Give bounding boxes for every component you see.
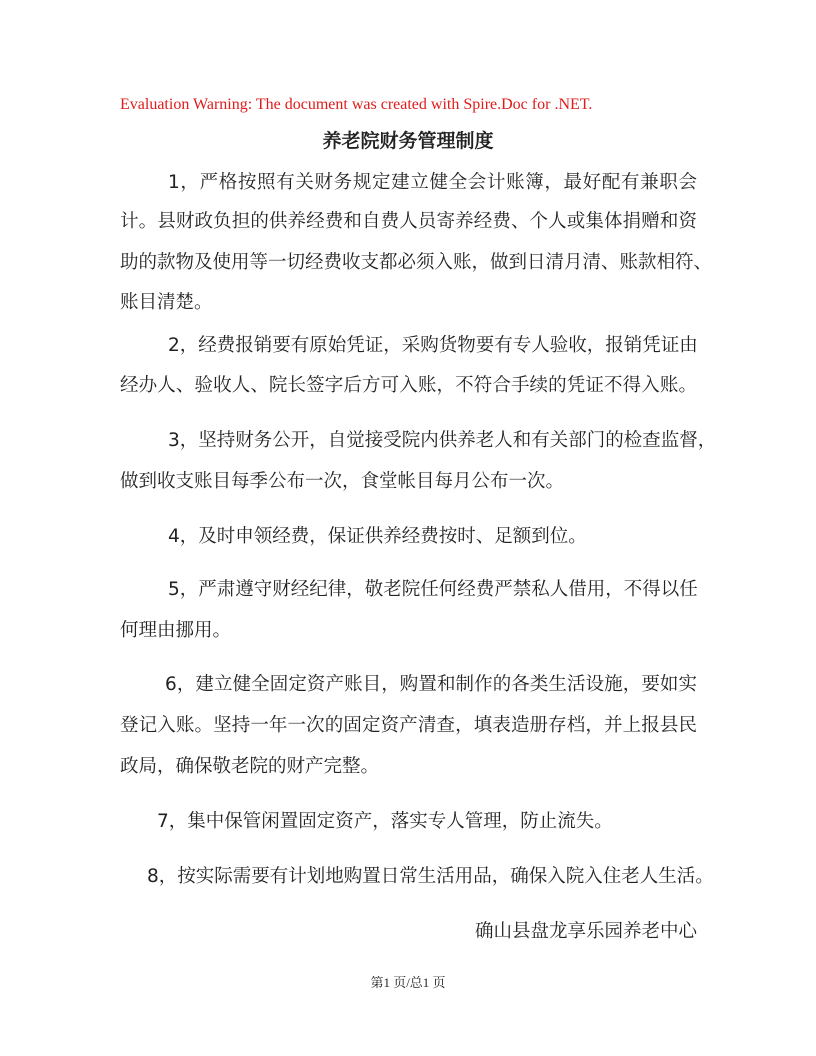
- page-footer: 第1 页/总1 页: [370, 975, 446, 990]
- paragraph-3-line-2: 做到收支账目每季公布一次，食堂帐目每月公布一次。: [120, 471, 565, 492]
- evaluation-warning: Evaluation Warning: The document was created with Spire.Doc for .NET.: [120, 96, 593, 113]
- paragraph-2-line-1: 2，经费报销要有原始凭证，采购货物要有专人验收，报销凭证由: [168, 335, 698, 356]
- paragraph-1-line-2: 计。县财政负担的供养经费和自费人员寄养经费、个人或集体捐赠和资: [120, 211, 697, 232]
- paragraph-5-line-2: 何理由挪用。: [120, 620, 232, 641]
- paragraph-1-line-1: 1，严格按照有关财务规定建立健全会计账簿，最好配有兼职会: [168, 172, 697, 193]
- document-title: 养老院财务管理制度: [322, 130, 494, 152]
- paragraph-3-line-1: 3，坚持财务公开，自觉接受院内供养老人和有关部门的检查监督，: [168, 430, 717, 451]
- paragraph-6-line-1: 6，建立健全固定资产账目，购置和制作的各类生活设施，要如实: [165, 674, 697, 695]
- paragraph-6-line-2: 登记入账。坚持一年一次的固定资产清查，填表造册存档，并上报县民: [120, 715, 697, 736]
- paragraph-6-line-3: 政局，确保敬老院的财产完整。: [120, 756, 380, 777]
- paragraph-7-line-1: 7，集中保管闲置固定资产，落实专人管理，防止流失。: [157, 811, 613, 832]
- paragraph-1-line-4: 账目清楚。: [120, 292, 213, 313]
- paragraph-5-line-1: 5，严肃遵守财经纪律，敬老院任何经费严禁私人借用，不得以任: [168, 579, 698, 600]
- paragraph-2-line-2: 经办人、验收人、院长签字后方可入账，不符合手续的凭证不得入账。: [120, 375, 697, 396]
- paragraph-8-line-1: 8，按实际需要有计划地购置日常生活用品，确保入院入住老人生活。: [147, 866, 714, 887]
- signature: 确山县盘龙享乐园养老中心: [474, 921, 697, 942]
- paragraph-1-line-3: 助的款物及使用等一切经费收支都必须入账，做到日清月清、账款相符、: [120, 252, 713, 273]
- paragraph-4-line-1: 4，及时申领经费，保证供养经费按时、足额到位。: [168, 526, 587, 547]
